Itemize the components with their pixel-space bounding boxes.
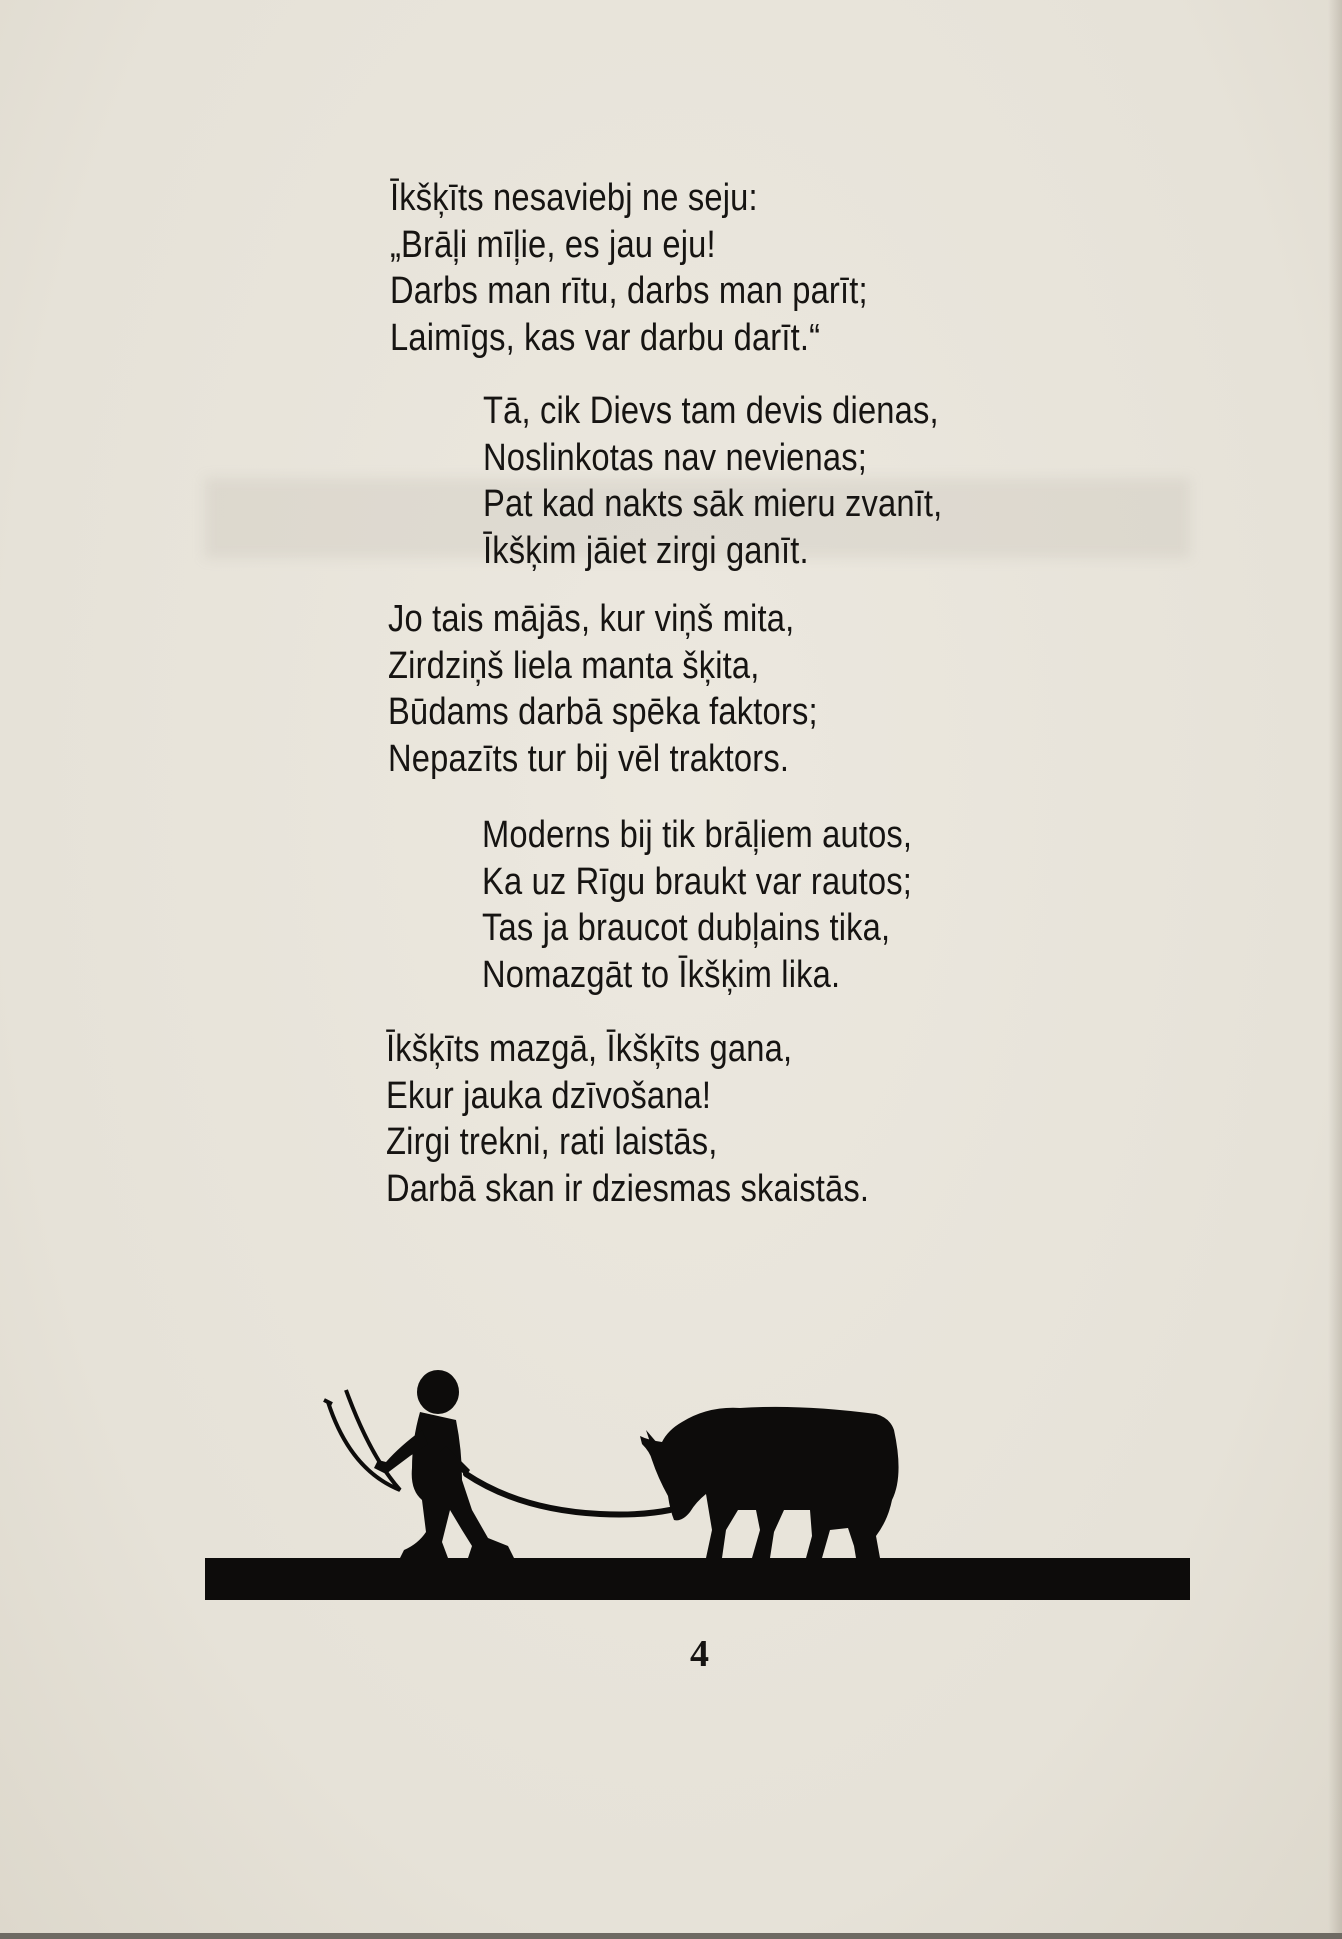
stanza-4 bbox=[482, 812, 912, 998]
page-edge bbox=[1328, 0, 1342, 1939]
verse-line: „Brāļi mīļie, es jau eju! bbox=[390, 223, 716, 266]
verse-line: Īkšķīts nesaviebj ne seju: bbox=[390, 177, 758, 219]
stanza-3 bbox=[388, 596, 818, 782]
horse-silhouette-icon bbox=[640, 1407, 899, 1558]
boy-with-whip-silhouette-icon bbox=[374, 1370, 514, 1558]
verse-line: Nomazgāt to Īkšķim lika. bbox=[482, 953, 841, 996]
verse-line: Ka uz Rīgu braukt var rautos; bbox=[482, 860, 913, 903]
verse-line: Tas ja braucot dubļains tika, bbox=[482, 907, 891, 949]
page-bottom-edge bbox=[0, 1933, 1342, 1939]
verse-line: Darbs man rītu, darbs man parīt; bbox=[390, 270, 868, 312]
lead-rope-icon bbox=[466, 1474, 670, 1515]
verse-line: Īkšķim jāiet zirgi ganīt. bbox=[483, 529, 809, 572]
verse-line: Jo tais mājās, kur viņš mita, bbox=[388, 598, 795, 640]
verse-line: Moderns bij tik brāļiem autos, bbox=[482, 814, 913, 856]
stanza-1 bbox=[390, 175, 868, 361]
verse-line: Ekur jauka dzīvošana! bbox=[386, 1074, 712, 1117]
whip-icon bbox=[328, 1390, 400, 1490]
verse-line: Pat kad nakts sāk mieru zvanīt, bbox=[483, 483, 943, 525]
page-number: 4 bbox=[690, 1633, 709, 1675]
ground-bar-icon bbox=[205, 1558, 1190, 1600]
verse-line: Īkšķīts mazgā, Īkšķīts gana, bbox=[386, 1028, 793, 1070]
verse-line: Noslinkotas nav nevienas; bbox=[483, 436, 867, 479]
stanza-5 bbox=[386, 1026, 869, 1212]
verse-line: Tā, cik Dievs tam devis dienas, bbox=[483, 390, 939, 432]
verse-line: Darbā skan ir dziesmas skaistās. bbox=[386, 1167, 870, 1210]
verse-line: Zirgi trekni, rati laistās, bbox=[386, 1121, 718, 1163]
verse-line: Laimīgs, kas var darbu darīt.“ bbox=[390, 316, 821, 359]
verse-line: Būdams darbā spēka faktors; bbox=[388, 691, 818, 733]
verse-line: Nepazīts tur bij vēl traktors. bbox=[388, 737, 790, 780]
stanza-2 bbox=[483, 388, 942, 574]
silhouette-illustration bbox=[200, 1360, 1195, 1620]
verse-line: Zirdziņš liela manta šķita, bbox=[388, 644, 760, 687]
